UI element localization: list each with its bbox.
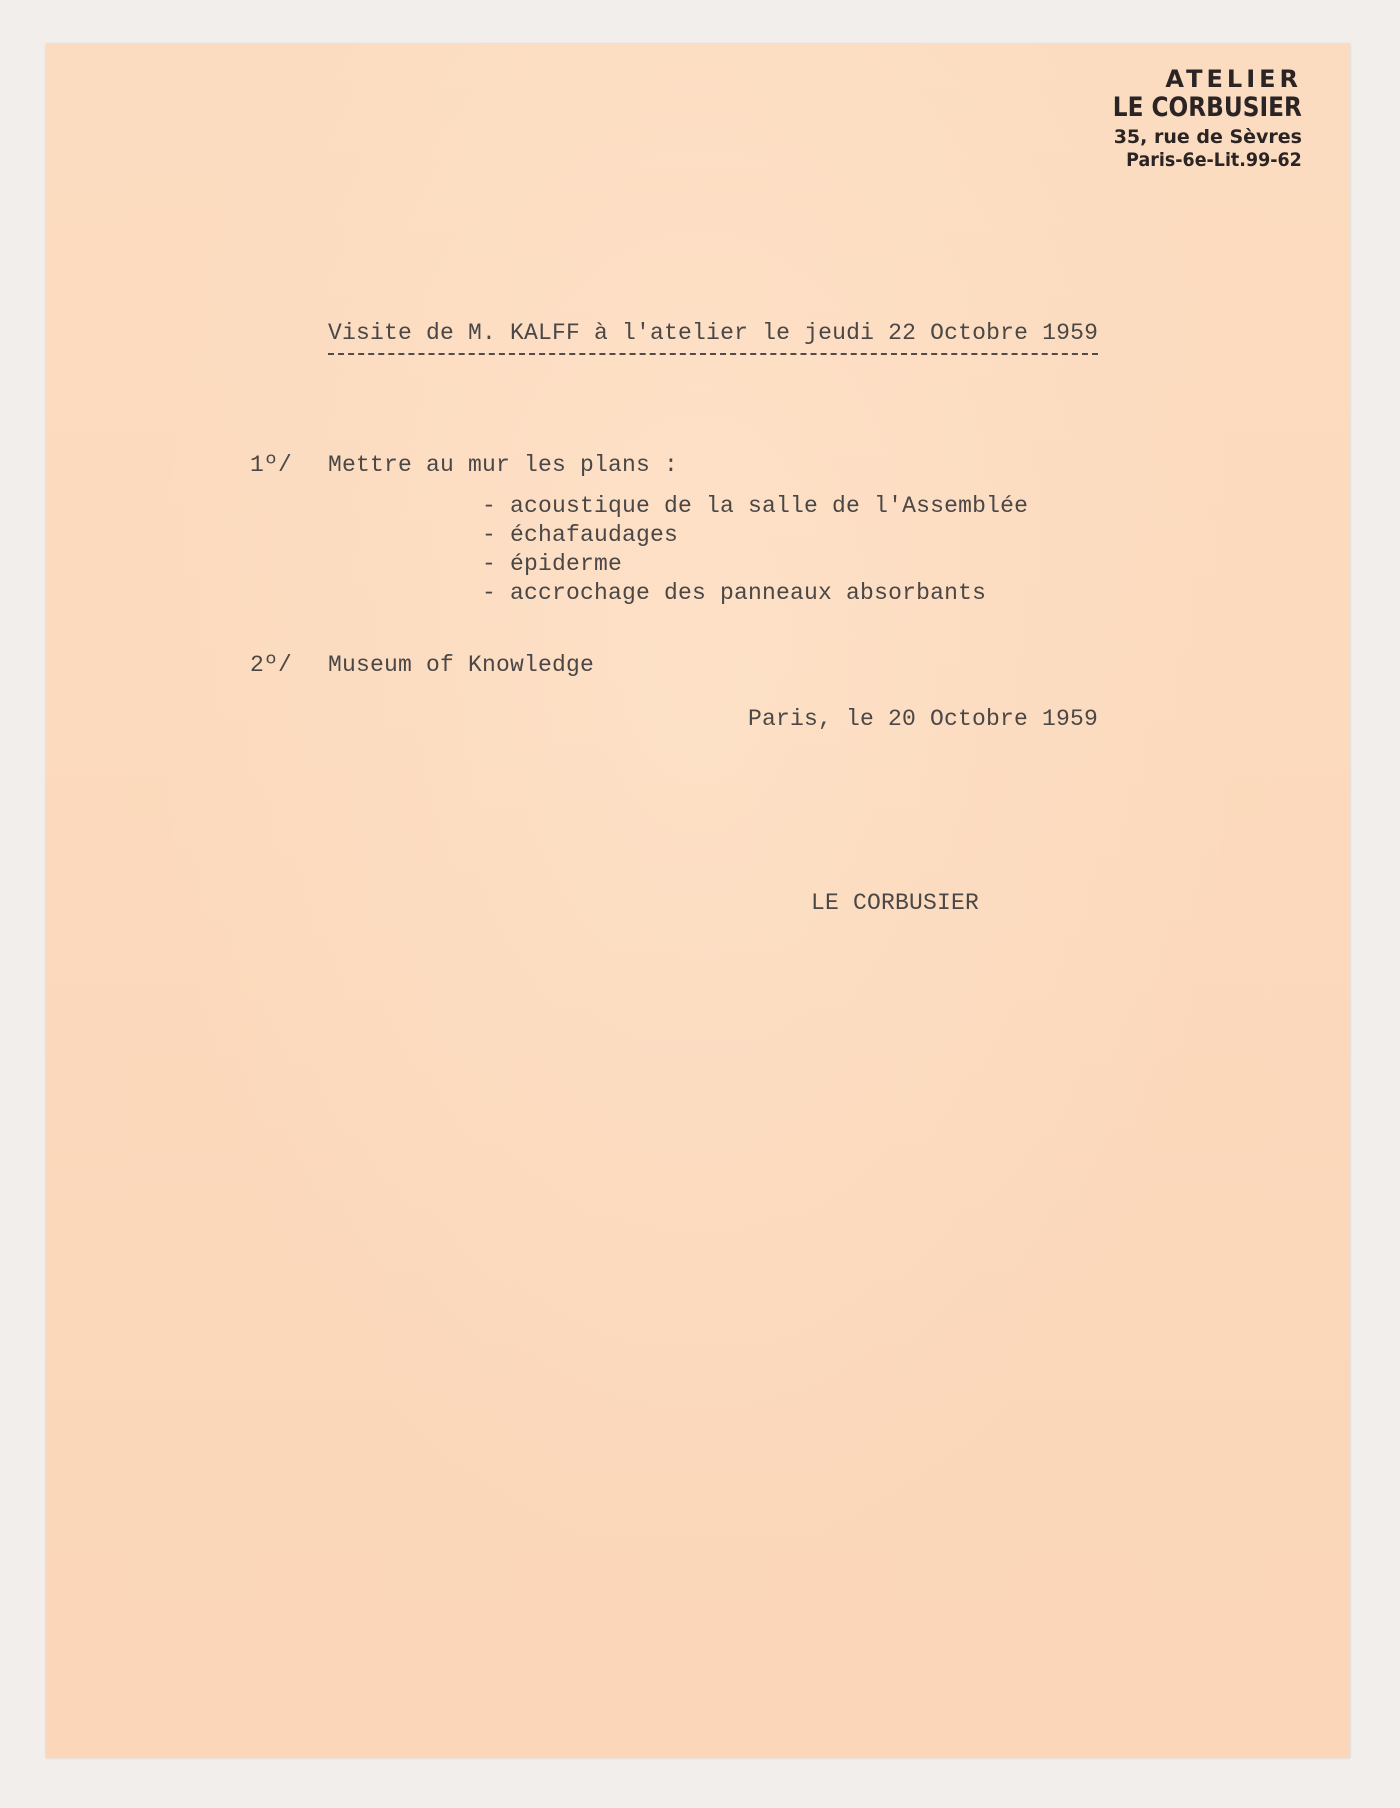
- stamp-line-name: LE CORBUSIER: [1112, 91, 1302, 123]
- subitem-epiderme: - épiderme: [482, 551, 623, 577]
- subitem-echafaudages: - échafaudages: [482, 522, 679, 548]
- subitem-acoustique: - acoustique de la salle de l'Assemblée: [482, 493, 1029, 519]
- stamp-line-phone: Paris-6e-Lit.99-62: [1126, 149, 1302, 172]
- item-1-number: 1º/: [250, 452, 293, 478]
- signature: LE CORBUSIER: [811, 890, 980, 916]
- subitem-accrochage: - accrochage des panneaux absorbants: [482, 580, 987, 606]
- item-1-text: Mettre au mur les plans :: [328, 452, 679, 478]
- item-2-number: 2º/: [250, 652, 293, 678]
- atelier-stamp: [1082, 66, 1302, 172]
- document-title: Visite de M. KALFF à l'atelier le jeudi 22 Octobre 1959: [328, 320, 1098, 355]
- stamp-line-atelier: ATELIER: [1165, 65, 1302, 93]
- item-2-text: Museum of Knowledge: [328, 652, 595, 678]
- date-line: Paris, le 20 Octobre 1959: [748, 706, 1099, 732]
- document-page: [46, 44, 1350, 1758]
- stamp-line-address: 35, rue de Sèvres: [1113, 126, 1302, 149]
